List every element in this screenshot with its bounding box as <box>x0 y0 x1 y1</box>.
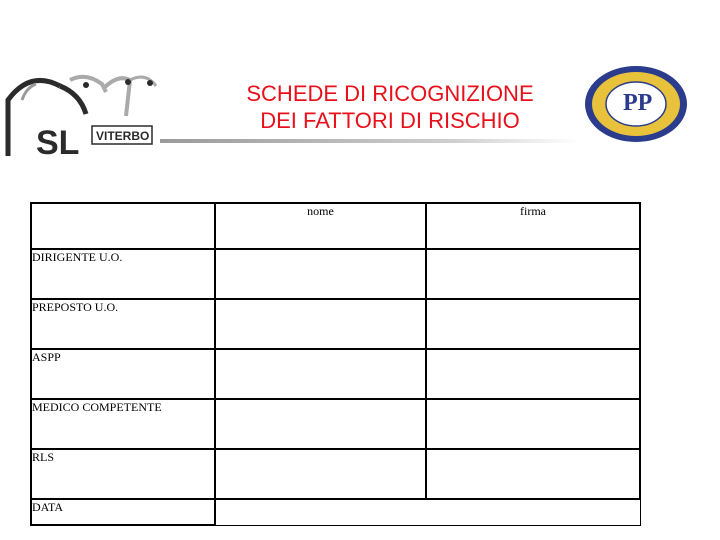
firma-cell[interactable] <box>426 249 640 299</box>
header-cell-blank <box>31 203 215 249</box>
nome-cell[interactable] <box>215 449 426 499</box>
page-title <box>200 80 580 134</box>
nome-cell[interactable] <box>215 299 426 349</box>
firma-cell[interactable] <box>426 349 640 399</box>
data-label: DATA <box>31 499 215 525</box>
header-cell-firma: firma <box>426 203 640 249</box>
firma-cell[interactable] <box>426 449 640 499</box>
table-header-row <box>31 203 640 249</box>
seal-letters: PP <box>623 90 653 116</box>
header-cell-nome: nome <box>215 203 426 249</box>
nome-cell[interactable] <box>215 349 426 399</box>
table-row <box>31 299 640 349</box>
table-row <box>31 349 640 399</box>
data-value-cell[interactable] <box>215 499 640 525</box>
title-line-2: DEI FATTORI DI RISCHIO <box>260 108 520 133</box>
asl-letters: SL <box>36 124 80 160</box>
role-label: MEDICO COMPETENTE <box>31 399 215 449</box>
role-label: ASPP <box>31 349 215 399</box>
role-label: DIRIGENTE U.O. <box>31 249 215 299</box>
firma-cell[interactable] <box>426 299 640 349</box>
table-row <box>31 449 640 499</box>
nome-cell[interactable] <box>215 249 426 299</box>
header-divider <box>160 139 580 143</box>
prevenzione-seal-logo <box>583 64 689 144</box>
table-row <box>31 249 640 299</box>
role-label: RLS <box>31 449 215 499</box>
title-line-1: SCHEDE DI RICOGNIZIONE <box>246 81 534 106</box>
nome-cell[interactable] <box>215 399 426 449</box>
viterbo-label: VITERBO <box>96 129 150 143</box>
role-label: PREPOSTO U.O. <box>31 299 215 349</box>
asl-viterbo-logo <box>0 70 165 160</box>
table-row-data <box>31 499 640 525</box>
firma-cell[interactable] <box>426 399 640 449</box>
table-row <box>31 399 640 449</box>
risk-recognition-table <box>30 202 641 526</box>
